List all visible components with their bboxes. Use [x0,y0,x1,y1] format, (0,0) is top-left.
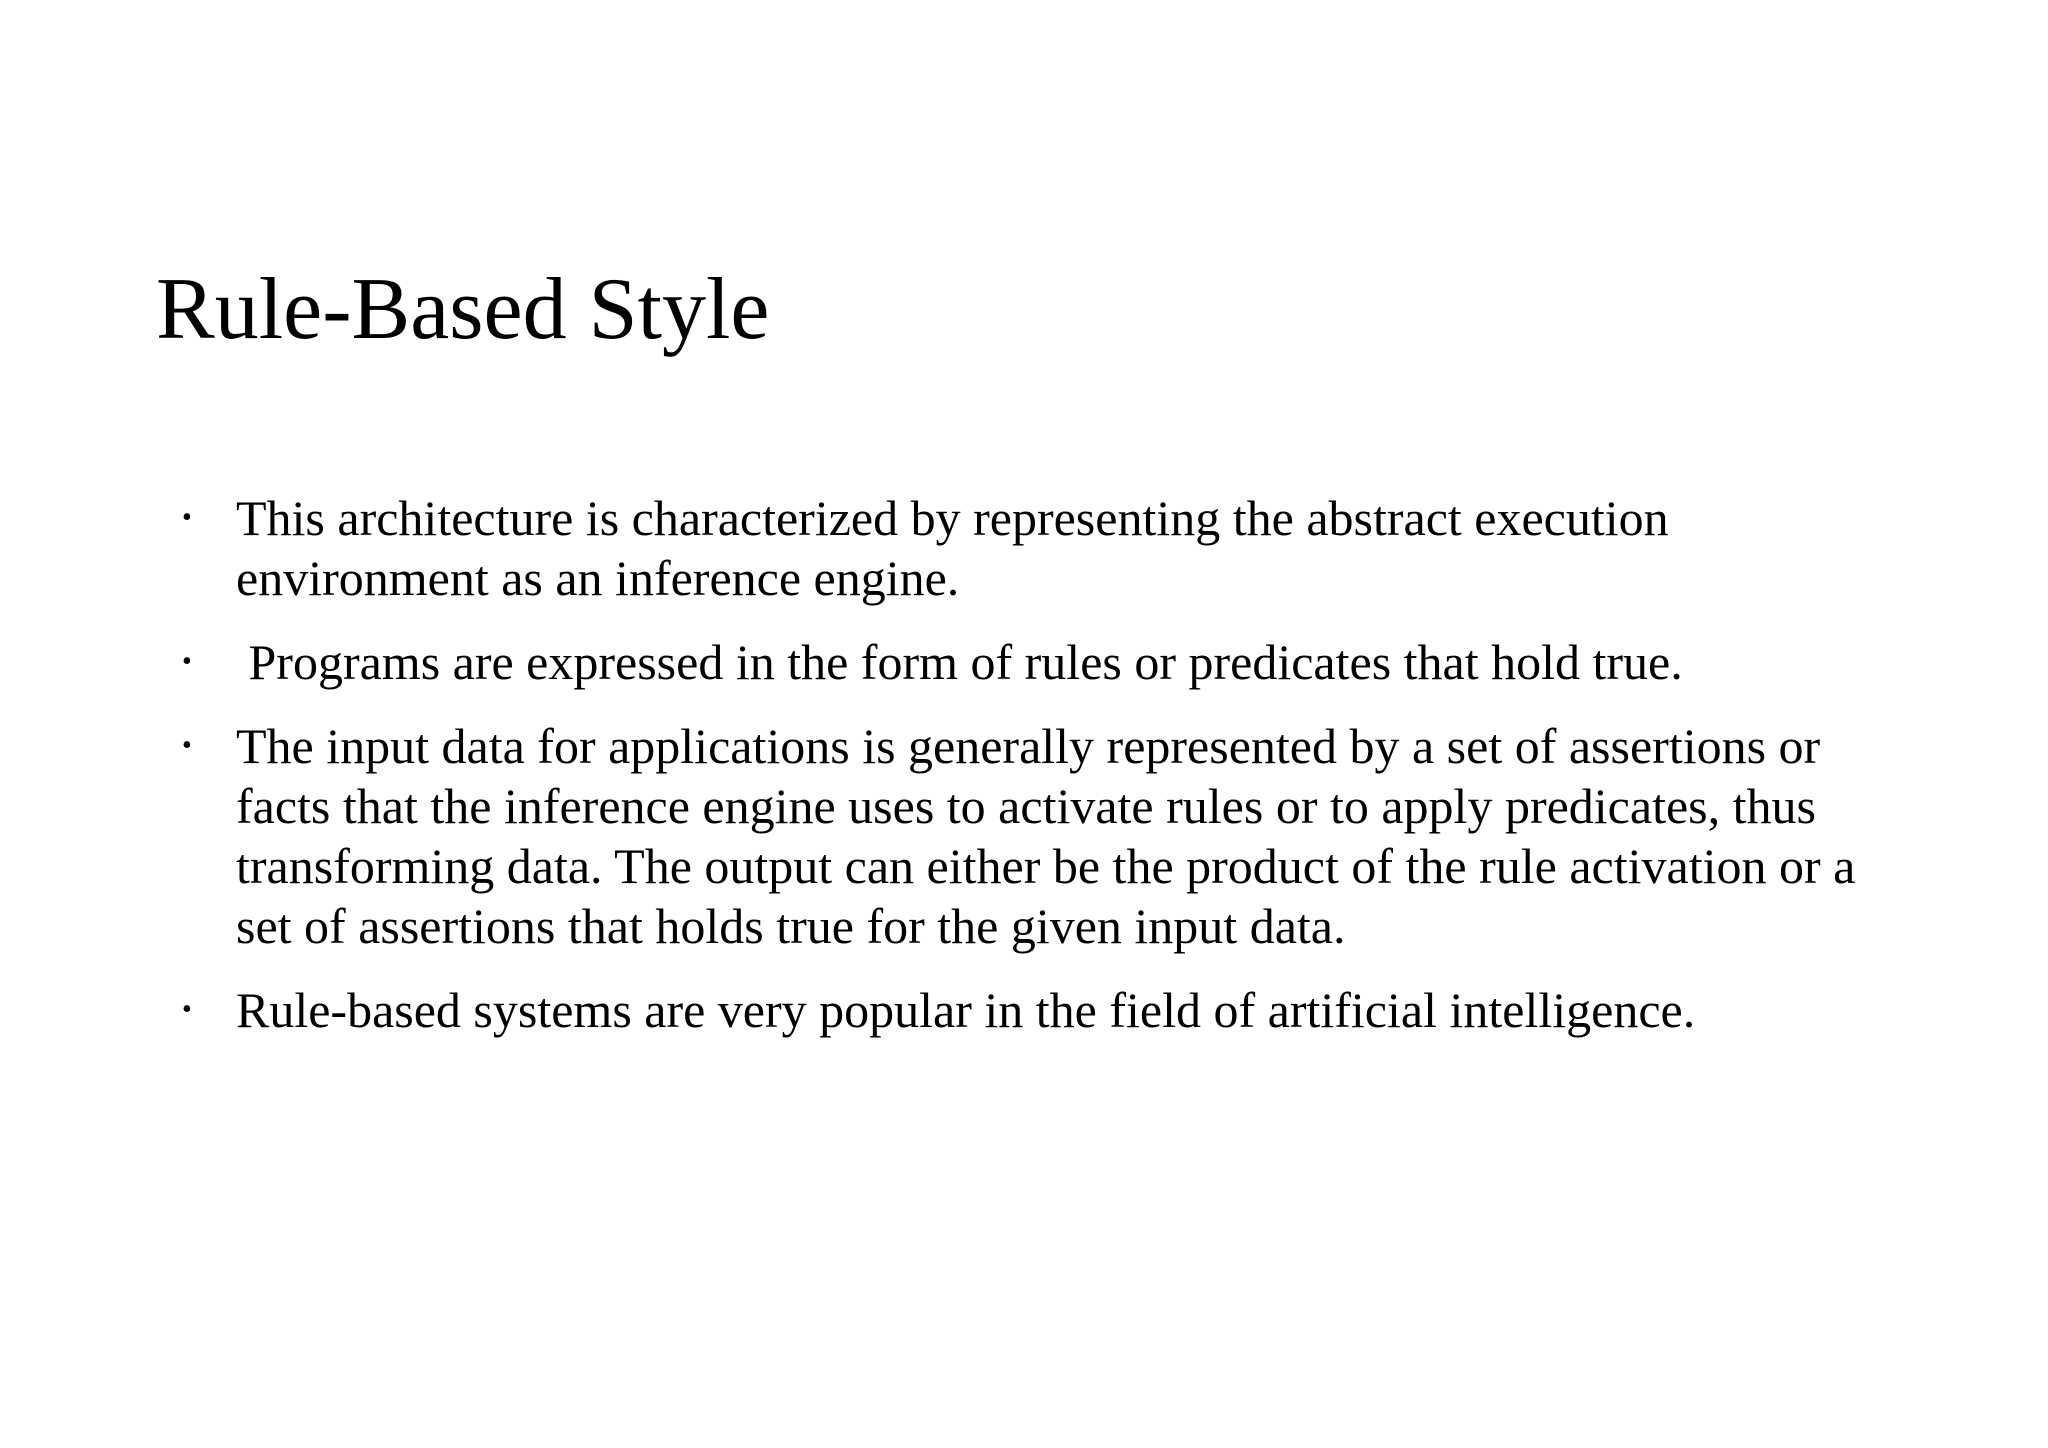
bullet-icon: • [182,502,192,533]
bullet-text: The input data for applications is generally represented by a set of assertions or facts that the inference engine uses to activate rules or to apply predicates, thus transforming data. The output can either be the product of the rule activation or a set of assertions that holds true for the given input data. [236,718,1856,954]
slide-title: Rule-Based Style [156,261,770,358]
bullet-list [176,488,1896,1064]
bullet-text: This architecture is characterized by representing the abstract execution environment as an inference engine. [236,490,1669,606]
bullet-item-popularity [176,980,1896,1040]
bullet-text: Rule-based systems are very popular in the field of artificial intelligence. [236,982,1696,1038]
bullet-text: Programs are expressed in the form of rules or predicates that hold true. [236,634,1683,690]
bullet-icon: • [182,994,192,1025]
bullet-icon: • [182,646,192,677]
bullet-item-input-data [176,716,1896,956]
bullet-item-architecture [176,488,1896,608]
bullet-item-programs [176,632,1896,692]
bullet-icon: • [182,730,192,761]
